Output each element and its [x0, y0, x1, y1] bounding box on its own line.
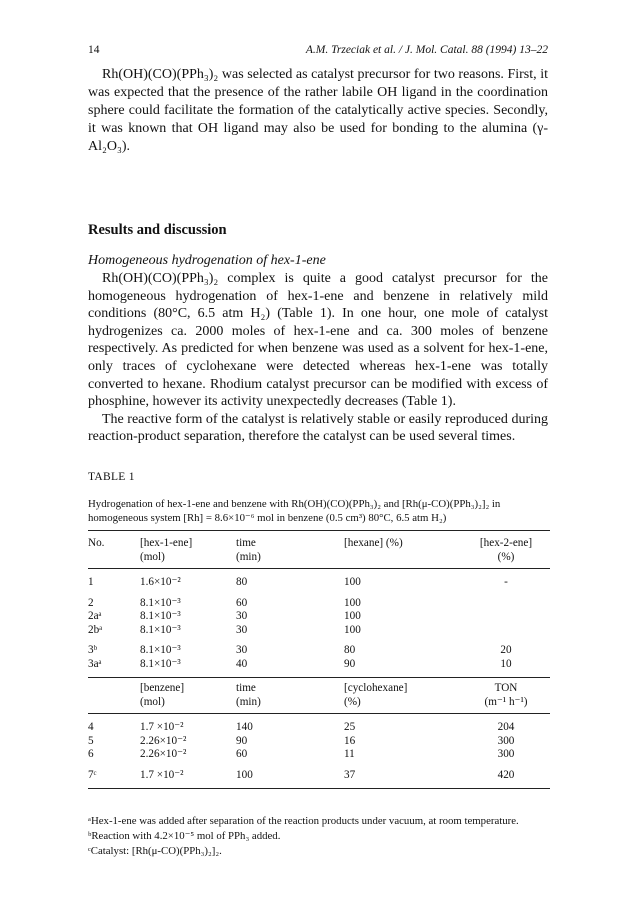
cell-time: 30: [236, 644, 248, 656]
results-text: [88, 270, 548, 446]
cell-yield: 80: [344, 644, 356, 656]
table-row: [88, 610, 550, 624]
cell-time: 30: [236, 623, 248, 636]
header-cell: TON: [462, 678, 550, 696]
header-unit: [88, 551, 140, 569]
cell-extra: 20: [500, 644, 512, 656]
header-cell: time: [236, 678, 344, 696]
table-row: [88, 658, 550, 678]
table-row: [88, 762, 550, 789]
header-cell: [hex-1-ene]: [140, 531, 236, 551]
cell-extra: 10: [500, 657, 512, 670]
table-row: [88, 569, 550, 590]
footnote-a: ᵃHex-1-ene was added after separation of the reaction products under vacuum, at room temperature.: [88, 815, 519, 827]
cell-amount: 8.1×10⁻³: [140, 657, 181, 670]
table-row: [88, 714, 550, 735]
cell-yield: 90: [344, 657, 356, 670]
cell-time: 30: [236, 610, 248, 622]
data-table: [88, 530, 550, 789]
header-unit: (%): [462, 551, 550, 569]
cell-time: 100: [236, 762, 344, 789]
cell-no: 2aᵃ: [88, 610, 102, 622]
cell-amount: 8.1×10⁻³: [140, 596, 181, 609]
cell-yield: 16: [344, 734, 356, 747]
cell-extra: -: [504, 576, 508, 588]
cell-amount: 8.1×10⁻³: [140, 644, 181, 656]
cell-time: 60: [236, 596, 248, 609]
cell-amount: 1.7 ×10⁻²: [140, 721, 184, 733]
table-label: TABLE 1: [88, 471, 135, 483]
table-header-row: [88, 678, 550, 696]
cell-amount: 1.6×10⁻²: [140, 576, 181, 588]
header-unit: (min): [236, 551, 344, 569]
cell-extra: [462, 610, 550, 624]
table-header-units-row: [88, 696, 550, 714]
cell-no: 5: [88, 734, 94, 747]
section-title: Results and discussion: [88, 222, 227, 238]
header-unit: (mol): [140, 696, 236, 714]
cell-time: 40: [236, 657, 248, 670]
cell-extra: [462, 590, 550, 611]
cell-no: 3aᵃ: [88, 657, 102, 670]
cell-amount: 8.1×10⁻³: [140, 610, 181, 622]
cell-time: 60: [236, 748, 248, 760]
cell-yield: 100: [344, 596, 361, 609]
subsection-title: Homogeneous hydrogenation of hex-1-ene: [88, 253, 326, 268]
table-header-row: [88, 531, 550, 551]
cell-ton: 204: [497, 721, 515, 733]
cell-ton: 420: [462, 762, 550, 789]
cell-yield: 37: [344, 762, 462, 789]
header-unit: (m⁻¹ h⁻¹): [462, 696, 550, 714]
footnote-b: ᵇReaction with 4.2×10⁻⁵ mol of PPh₃ added.: [88, 830, 281, 842]
table-row: [88, 590, 550, 611]
header-cell: [hex-2-ene]: [462, 531, 550, 551]
running-head: A.M. Trzeciak et al. / J. Mol. Catal. 88 (1994) 13–22: [305, 44, 548, 56]
header-cell: [cyclohexane]: [344, 678, 462, 696]
cell-yield: 100: [344, 576, 361, 588]
cell-amount: 2.26×10⁻²: [140, 734, 187, 747]
page-number: 14: [88, 44, 100, 56]
cell-extra: [462, 624, 550, 638]
paragraph-2: The reactive form of the catalyst is relatively stable or easily reproduced during reaction-product separation, therefore the catalyst can be used several times.: [88, 411, 548, 445]
header-unit: (min): [236, 696, 344, 714]
cell-no: 2: [88, 596, 94, 609]
cell-no: 6: [88, 748, 94, 760]
header-unit: [88, 696, 140, 714]
footnote-c: ᶜCatalyst: [Rh(μ-CO)(PPh₃)₂]₂.: [88, 845, 222, 857]
table-header-units-row: [88, 551, 550, 569]
cell-no: 4: [88, 721, 94, 733]
table-row: [88, 748, 550, 762]
header-unit: (mol): [140, 551, 236, 569]
paragraph-1: Rh(OH)(CO)(PPh₃)₂ complex is quite a good catalyst precursor for the homogeneous hydrogenation of hex-1-ene and benzene in relatively mild conditions (80°C, 6.5 atm H₂) (Table 1). In one hour, one mole of catalyst hydrogenizes ca. 2000 moles of hex-1-ene and ca. 300 moles of benzene respectively. As predicted for when benzene was used as a solvent for hex-1-ene, only traces of cyclohexane were detected whereas hex-1-ene was totally converted to hexane. Rhodium catalyst precursor can be modified with excess of phosphine, however its activity unexpectedly decreases (Table 1).: [88, 271, 548, 410]
header-cell: No.: [88, 531, 140, 551]
header-unit: (%): [344, 696, 462, 714]
cell-yield: 25: [344, 721, 356, 733]
cell-ton: 300: [497, 734, 515, 747]
header-unit: [344, 551, 462, 569]
table-footnotes: [88, 814, 550, 859]
cell-ton: 300: [497, 748, 515, 760]
cell-amount: 1.7 ×10⁻²: [140, 762, 236, 789]
header-cell: [88, 678, 140, 696]
header-cell: time: [236, 531, 344, 551]
cell-no: 2bᵃ: [88, 623, 103, 636]
cell-no: 7ᶜ: [88, 762, 140, 789]
cell-time: 80: [236, 576, 248, 588]
header-cell: [hexane] (%): [344, 531, 462, 551]
table-caption: Hydrogenation of hex-1-ene and benzene with Rh(OH)(CO)(PPh₃)₂ and [Rh(μ-CO)(PPh₃)₂]₂ in homogeneous system [Rh] = 8.6×10⁻⁶ mol in benzene (0.5 cm³) 80°C, 6.5 atm H₂): [88, 498, 501, 524]
table-row: [88, 735, 550, 749]
cell-time: 90: [236, 734, 248, 747]
intro-text: [88, 66, 548, 156]
cell-no: 3ᵇ: [88, 644, 98, 656]
intro-paragraph: Rh(OH)(CO)(PPh₃)₂ was selected as catalyst precursor for two reasons. First, it was expected that the presence of the rather labile OH ligand in the coordination sphere could facilitate the formation of the catalytically active species. Secondly, it was known that OH ligand may also be used for bonding to the alumina (γ-Al₂O₃).: [88, 67, 548, 154]
cell-no: 1: [88, 576, 94, 588]
cell-amount: 8.1×10⁻³: [140, 623, 181, 636]
cell-yield: 100: [344, 610, 361, 622]
table-row: [88, 624, 550, 638]
cell-time: 140: [236, 721, 253, 733]
cell-yield: 100: [344, 623, 361, 636]
cell-yield: 11: [344, 748, 355, 760]
header-cell: [benzene]: [140, 678, 236, 696]
table-row: [88, 637, 550, 658]
cell-amount: 2.26×10⁻²: [140, 748, 187, 760]
